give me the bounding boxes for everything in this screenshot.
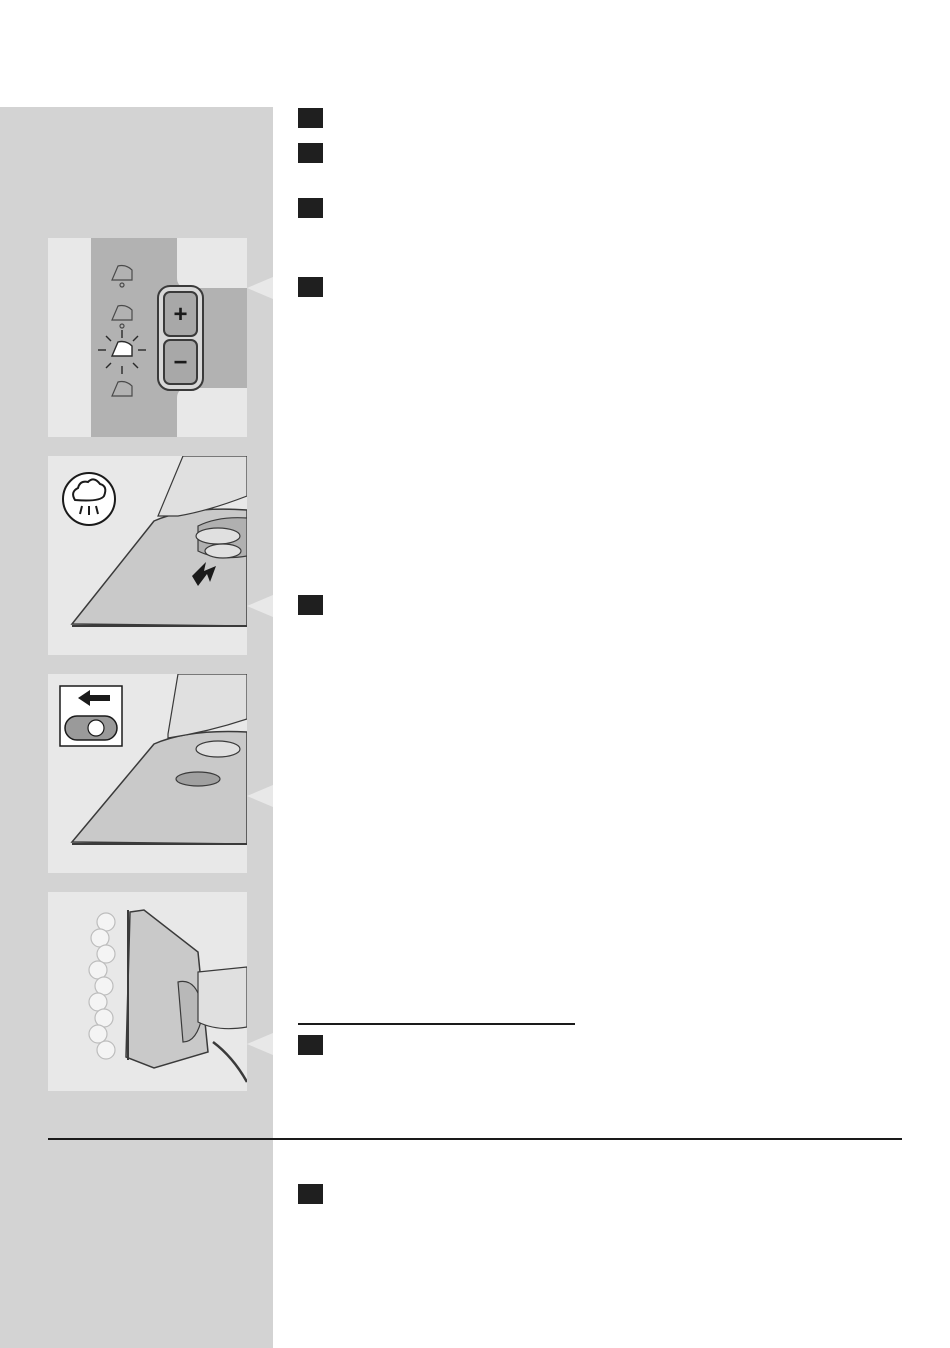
steam-boost-illustration <box>48 456 247 655</box>
hand <box>168 674 247 738</box>
pointer-2 <box>247 595 273 617</box>
pointer-3 <box>247 785 273 807</box>
step-marker-7 <box>298 1184 323 1204</box>
pointer-1 <box>247 277 273 299</box>
power-cord <box>213 1042 247 1082</box>
step-marker-2 <box>298 143 323 163</box>
step-marker-4 <box>298 277 323 297</box>
temperature-illustration <box>48 238 247 437</box>
step-marker-3 <box>298 198 323 218</box>
panel-vertical-steam <box>48 892 247 1091</box>
panel-temperature <box>48 238 247 437</box>
vertical-steam-icon <box>89 913 115 1059</box>
plus-label: + <box>173 301 188 328</box>
hand <box>158 456 247 516</box>
panel-steam-slider <box>48 674 247 873</box>
minus-label: − <box>173 349 188 376</box>
step-marker-5 <box>298 595 323 615</box>
section-divider <box>48 1138 902 1140</box>
subsection-rule <box>298 1023 575 1025</box>
step-marker-6 <box>298 1035 323 1055</box>
panel-steam-boost <box>48 456 247 655</box>
hand <box>198 967 247 1029</box>
steam-slider-illustration <box>48 674 247 873</box>
step-marker-1 <box>298 108 323 128</box>
vertical-steam-illustration <box>48 892 247 1091</box>
pointer-4 <box>247 1033 273 1055</box>
